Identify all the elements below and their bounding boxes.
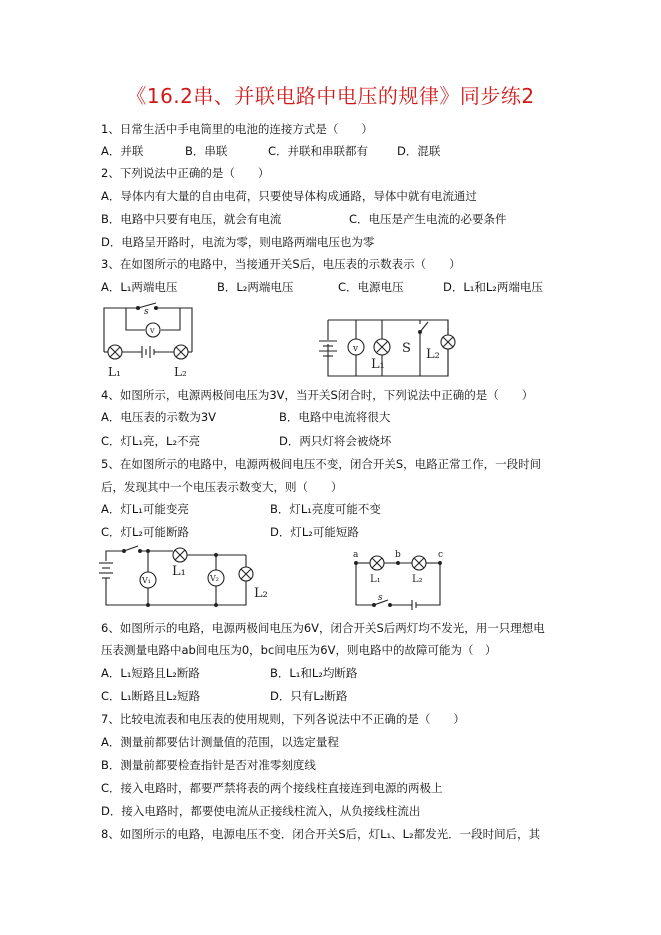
q3-stem: 3、在如图所示的电路中，当接通开关S后，电压表的示数表示（ ） — [101, 257, 461, 271]
q3-switch-label: s — [144, 307, 149, 317]
q2-option-d: D．电路呈开路时，电流为零，则电路两端电压也为零 — [101, 235, 375, 249]
q6-point-a-label: a — [353, 550, 359, 560]
q6-point-c-label: c — [438, 550, 444, 560]
q3-option-b: B．L₂两端电压 — [217, 280, 294, 294]
q3-voltmeter-label: v — [150, 326, 155, 335]
q3-lamp1-label: L₁ — [108, 365, 121, 379]
q1-stem: 1、日常生活中手电筒里的电池的连接方式是（ ） — [101, 122, 373, 136]
q3-lamp2-label: L₂ — [174, 365, 187, 379]
q2-option-c: C．电压是产生电流的必要条件 — [349, 212, 507, 226]
q6-stem-line1: 6、如图所示的电路，电源两极间电压为6V，闭合开关S后两灯均不发光，用一只理想电 — [101, 621, 545, 635]
q6-option-d: D．只有L₂断路 — [270, 689, 348, 703]
q2-option-b: B．电路中只要有电压，就会有电流 — [101, 212, 282, 226]
q7-stem: 7、比较电流表和电压表的使用规则，下列各说法中不正确的是（ ） — [101, 712, 465, 726]
q4-lamp2-label: L₂ — [426, 347, 440, 362]
q1-option-d: D．混联 — [397, 144, 441, 158]
q7-option-d: D．接入电路时，都要使电流从正接线柱流入，从负接线柱流出 — [101, 804, 421, 818]
q5-voltmeter2-label: V₂ — [210, 574, 219, 583]
q1-option-c: C．并联和串联都有 — [268, 144, 369, 158]
q5-stem-line2: 后，发现其中一个电压表示数变大，则（ ） — [101, 480, 343, 494]
q7-option-b: B．测量前都要检查指针是否对准零刻度线 — [101, 758, 316, 772]
q5-stem-line1: 5、在如图所示的电路中，电源两极间电压不变，闭合开关S，电路正常工作，一段时间 — [101, 457, 542, 471]
q6-lamp1-label: L₁ — [370, 574, 381, 585]
q6-point-b-label: b — [395, 550, 401, 560]
q5-lamp2-label: L₂ — [254, 586, 268, 601]
q4-option-c: C．灯L₁亮，L₂不亮 — [101, 434, 201, 448]
q2-stem: 2、下列说法中正确的是（ ） — [101, 166, 270, 180]
q3-circuit-figure — [98, 302, 208, 384]
q5-lamp1-label: L₁ — [172, 564, 186, 579]
q4-option-b: B．电路中电流将很大 — [279, 410, 391, 424]
q7-option-a: A．测量前都要估计测量值的范围，以选定量程 — [101, 735, 339, 749]
q5-option-c: C．灯L₂可能断路 — [101, 525, 190, 539]
q1-option-a: A．并联 — [101, 144, 144, 158]
q4-stem: 4、如图所示，电源两极间电压为3V，当开关S闭合时，下列说法中正确的是（ ） — [101, 388, 534, 402]
q4-option-a: A．电压表的示数为3V — [101, 410, 217, 424]
q4-circuit-figure — [316, 314, 466, 386]
q4-lamp1-label: L₁ — [371, 357, 385, 372]
q5-circuit-figure — [96, 545, 276, 611]
q6-circuit-figure — [350, 549, 450, 613]
q1-option-b: B．串联 — [185, 144, 228, 158]
q6-option-c: C．L₁断路且L₂短路 — [101, 689, 201, 703]
q5-option-d: D．灯L₂可能短路 — [270, 525, 359, 539]
q2-option-a: A．导体内有大量的自由电荷，只要使导体构成通路，导体中就有电流通过 — [101, 189, 477, 203]
q8-stem: 8、如图所示的电路，电源电压不变．闭合开关S后，灯L₁、L₂都发光．一段时间后，其 — [101, 827, 541, 841]
q6-stem-line2: 压表测量电路中ab间电压为0，bc间电压为6V，则电路中的故障可能为（ ） — [101, 643, 497, 657]
q4-option-d: D．两只灯将会被烧坏 — [279, 434, 392, 448]
q6-lamp2-label: L₂ — [412, 574, 423, 585]
q5-voltmeter1-label: V₁ — [142, 576, 151, 585]
page-title: 《16.2串、并联电路中电压的规律》同步练2 — [126, 84, 535, 108]
q6-option-b: B．L₁和L₂均断路 — [270, 666, 358, 680]
q3-option-a: A．L₁两端电压 — [101, 280, 178, 294]
q5-option-a: A．灯L₁可能变亮 — [101, 502, 189, 516]
q3-option-d: D．L₁和L₂两端电压 — [443, 280, 543, 294]
q5-option-b: B．灯L₁亮度可能不变 — [270, 502, 381, 516]
q4-switch-label: S — [402, 341, 411, 356]
q3-option-c: C．电源电压 — [338, 280, 404, 294]
q6-switch-label: s — [378, 593, 383, 603]
q4-voltmeter-label: v — [353, 344, 359, 354]
q7-option-c: C．接入电路时，都要严禁将表的两个接线柱直接连到电源的两极上 — [101, 781, 443, 795]
q6-option-a: A．L₁短路且L₂断路 — [101, 666, 200, 680]
